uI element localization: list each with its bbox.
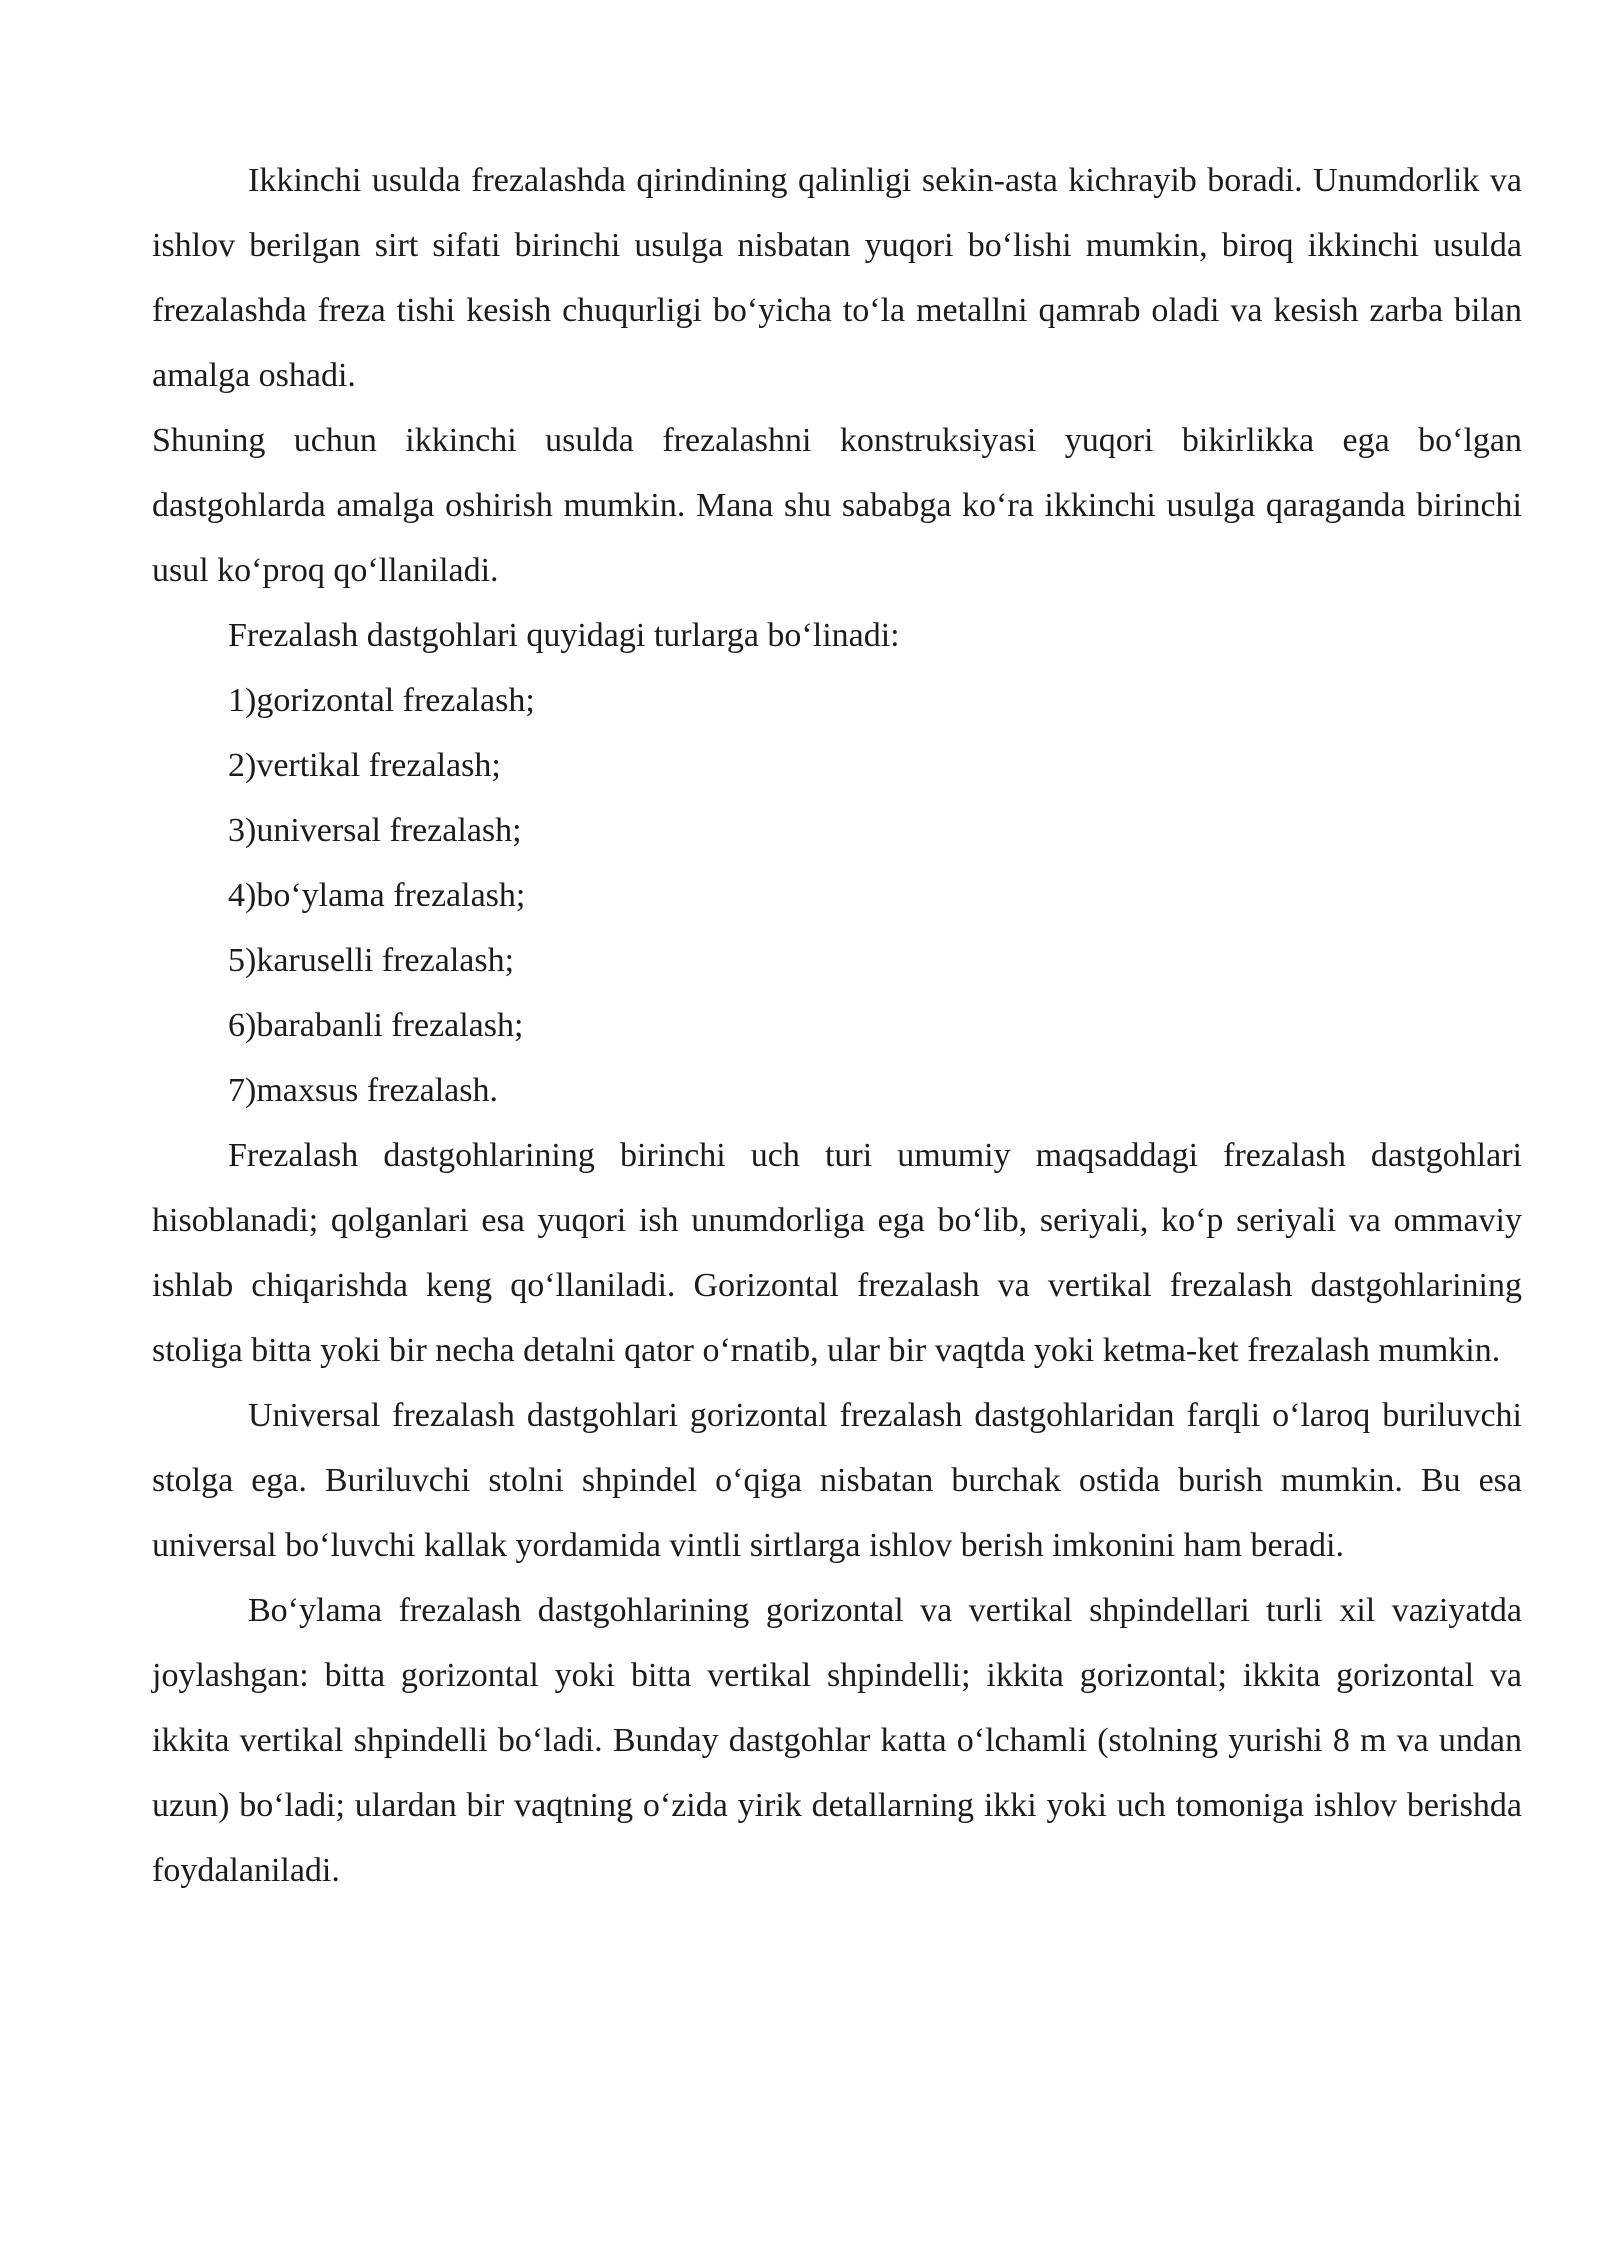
paragraph-shuning-uchun: Shuning uchun ikkinchi usulda frezalashni konstruksiyasi yuqori bikirlikka ega bo‘lgan dastgohlarda amalga oshirish mumkin. Mana shu sababga ko‘ra ikkinchi usulga qaraganda birinchi usul ko‘proq qo‘llaniladi.	[152, 422, 1522, 589]
machine-types-list	[152, 668, 1522, 1123]
list-item: 5)karuselli frezalash;	[228, 942, 515, 979]
list-item: 6)barabanli frezalash;	[228, 1007, 524, 1044]
paragraph-birinchi-uch-turi: Frezalash dastgohlarining birinchi uch turi umumiy maqsaddagi frezalash dastgohlari hisoblanadi; qolganlari esa yuqori ish unumdorliga ega bo‘lib, seriyali, ko‘p seriyali va ommaviy ishlab chiqarishda keng qo‘llaniladi. Gorizontal frezalash va vertikal frezalash dastgohlarining stoliga bitta yoki bir necha detalni qator o‘rnatib, ular bir vaqtda yoki ketma-ket frezalash mumkin.	[152, 1137, 1522, 1369]
paragraph-turlar-intro: Frezalash dastgohlari quyidagi turlarga bo‘linadi:	[228, 617, 900, 654]
list-item: 7)maxsus frezalash.	[228, 1072, 499, 1109]
paragraph-universal: Universal frezalash dastgohlari gorizontal frezalash dastgohlaridan farqli o‘laroq buriluvchi stolga ega. Buriluvchi stolni shpindel o‘qiga nisbatan burchak ostida burish mumkin. Bu esa universal bo‘luvchi kallak yordamida vintli sirtlarga ishlov berish imkonini ham beradi.	[152, 1397, 1522, 1564]
page-body	[152, 148, 1522, 1903]
list-item: 1)gorizontal frezalash;	[228, 682, 535, 719]
list-item: 2)vertikal frezalash;	[228, 747, 501, 784]
list-item: 4)bo‘ylama frezalash;	[228, 877, 526, 914]
paragraph-boylama: Bo‘ylama frezalash dastgohlarining gorizontal va vertikal shpindellari turli xil vaziyatda joylashgan: bitta gorizontal yoki bitta vertikal shpindelli; ikkita gorizontal; ikkita gorizontal va ikkita vertikal shpindelli bo‘ladi. Bunday dastgohlar katta o‘lchamli (stolning yurishi 8 m va undan uzun) bo‘ladi; ulardan bir vaqtning o‘zida yirik detallarning ikki yoki uch tomoniga ishlov berishda foydalaniladi.	[152, 1592, 1522, 1889]
paragraph-ikkinchi-usul: Ikkinchi usulda frezalashda qirindining qalinligi sekin-asta kichrayib boradi. Unumdorlik va ishlov berilgan sirt sifati birinchi usulga nisbatan yuqori bo‘lishi mumkin, biroq ikkinchi usulda frezalashda freza tishi kesish chuqurligi bo‘yicha to‘la metallni qamrab oladi va kesish zarba bilan amalga oshadi.	[152, 162, 1522, 394]
list-item: 3)universal frezalash;	[228, 812, 522, 849]
